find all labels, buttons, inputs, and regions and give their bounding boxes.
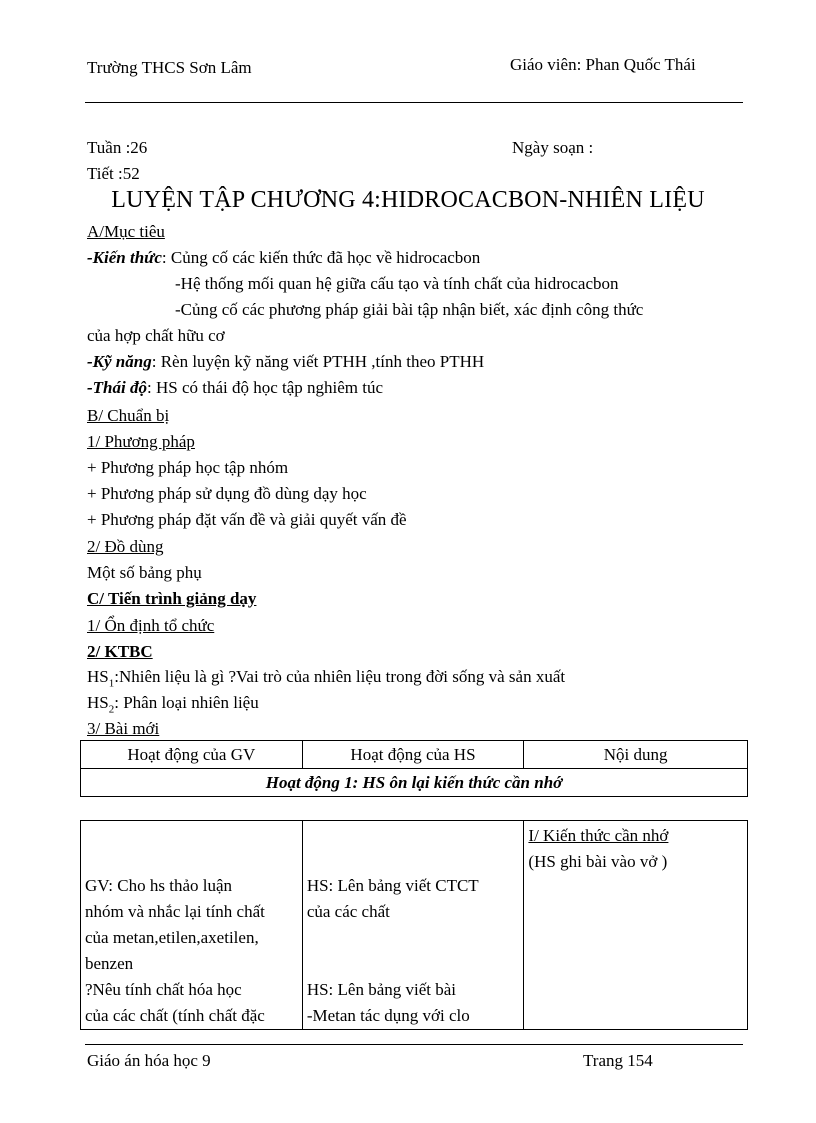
col-gv-header: Hoạt động của GV xyxy=(81,741,303,769)
hs1-text: :Nhiên liệu là gì ?Vai trò của nhiên liệu trong đời sống và sản xuất xyxy=(114,667,566,686)
school-name: Trường THCS Sơn Lâm xyxy=(87,58,252,77)
activity-table-header xyxy=(80,740,748,797)
knowledge-item-2: -Hệ thống mối quan hệ giữa cấu tạo và tính chất của hidrocacbon xyxy=(175,274,619,293)
gv-line-1: GV: Cho hs thảo luận xyxy=(85,876,233,895)
knowledge-item-3: -Củng cố các phương pháp giải bài tập nhận biết, xác định công thức xyxy=(175,300,644,319)
skill-line xyxy=(87,349,484,375)
skill-text: : Rèn luyện kỹ năng viết PTHH ,tính theo PTHH xyxy=(151,352,485,371)
knowledge-text: : Củng cố các kiến thức đã học về hidrocacbon xyxy=(161,248,481,267)
content-note: (HS ghi bài vào vở ) xyxy=(528,852,668,871)
tools-text: Một số bảng phụ xyxy=(87,563,202,582)
step-1: 1/ Ổn định tổ chức xyxy=(87,616,215,635)
hs2-sub: 2 xyxy=(108,703,115,716)
gv-line-4: benzen xyxy=(85,954,134,973)
hs-line-2: của các chất xyxy=(306,902,390,921)
process-heading: C/ Tiến trình giảng dạy xyxy=(87,589,257,608)
hs1-sub: 1 xyxy=(108,677,115,690)
step-3: 3/ Bài mới xyxy=(87,719,160,738)
knowledge-item-3-cont: của hợp chất hữu cơ xyxy=(87,326,225,345)
hs-cell xyxy=(302,821,524,1030)
attitude-label: -Thái độ xyxy=(87,378,147,397)
date-label: Ngày soạn : xyxy=(512,138,594,157)
step-2: 2/ KTBC xyxy=(87,642,153,661)
tools-heading: 2/ Đồ dùng xyxy=(87,537,164,556)
teacher-name: Giáo viên: Phan Quốc Thái xyxy=(510,55,696,74)
gv-line-6: của các chất (tính chất đặc xyxy=(85,1006,265,1025)
skill-label: -Kỹ năng xyxy=(87,352,152,371)
col-hs-header: Hoạt động của HS xyxy=(302,741,524,769)
week-label: Tuần :26 xyxy=(87,138,148,157)
hs-line-1: HS: Lên bảng viết CTCT xyxy=(306,876,479,895)
hs1-label: HS xyxy=(87,667,109,686)
hs-line-3: HS: Lên bảng viết bài xyxy=(306,980,457,999)
method-item-2: + Phương pháp sử dụng đồ dùng dạy học xyxy=(87,484,367,503)
content-heading: I/ Kiến thức cần nhớ xyxy=(528,826,669,845)
page-number: Trang 154 xyxy=(583,1051,653,1070)
method-item-1: + Phương pháp học tập nhóm xyxy=(87,458,289,477)
content-cell xyxy=(524,821,748,1030)
preparation-heading: B/ Chuẩn bị xyxy=(87,406,170,425)
gv-cell xyxy=(81,821,303,1030)
attitude-text: : HS có thái độ học tập nghiêm túc xyxy=(146,378,384,397)
objectives-heading: A/Mục tiêu xyxy=(87,222,165,241)
activity-1-title: Hoạt động 1: HS ôn lại kiến thức cần nhớ xyxy=(81,769,748,797)
method-item-3: + Phương pháp đặt vấn đề và giải quyết vấn đề xyxy=(87,510,407,529)
attitude-line xyxy=(87,375,383,401)
lesson-number: Tiết :52 xyxy=(87,164,140,183)
activity-table-body xyxy=(80,820,748,1030)
footer-left: Giáo án hóa học 9 xyxy=(87,1051,211,1070)
gv-line-2: nhóm và nhắc lại tính chất xyxy=(85,902,265,921)
footer-rule xyxy=(85,1044,743,1045)
knowledge-label: -Kiến thức xyxy=(87,248,162,267)
header-rule xyxy=(85,102,743,103)
methods-heading: 1/ Phương pháp xyxy=(87,432,195,451)
hs2-text: : Phân loại nhiên liệu xyxy=(114,693,259,712)
col-content-header: Nội dung xyxy=(524,741,748,769)
gv-line-5: ?Nêu tính chất hóa học xyxy=(85,980,242,999)
hs-line-4: -Metan tác dụng với clo xyxy=(306,1006,470,1025)
page-title: LUYỆN TẬP CHƯƠNG 4:HIDROCACBON-NHIÊN LIỆU xyxy=(111,187,705,213)
gv-line-3: của metan,etilen,axetilen, xyxy=(85,928,259,947)
hs2-label: HS xyxy=(87,693,109,712)
knowledge-line xyxy=(87,245,480,271)
